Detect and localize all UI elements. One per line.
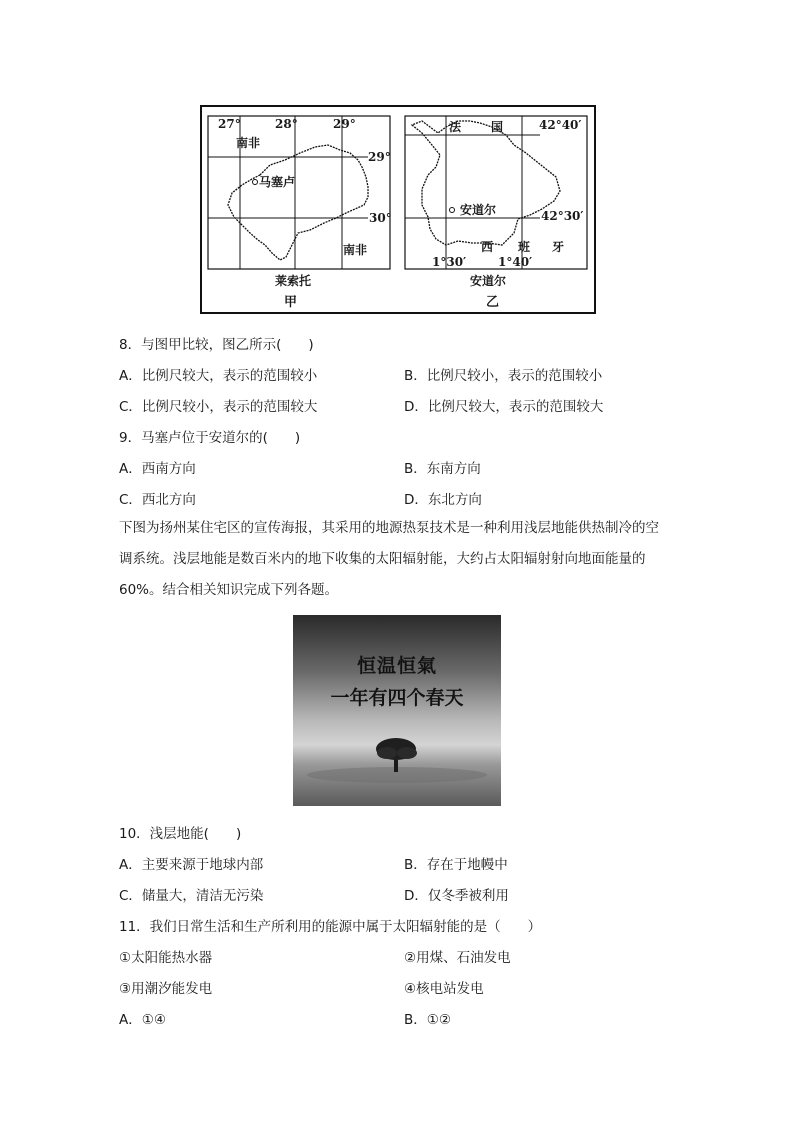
region-label-spain-2: 班	[518, 240, 531, 254]
q11-stem: 11．我们日常生活和生产所利用的能源中属于太阳辐射能的是（ ）	[119, 919, 542, 935]
lon-label-27: 27°	[218, 117, 241, 131]
country-label-andorra: 安道尔	[470, 274, 507, 288]
q8-option-d[interactable]: D．比例尺较大，表示的范围较大	[404, 399, 604, 415]
lat-label-42-40: 42°40′	[539, 118, 582, 132]
passage	[119, 513, 675, 606]
q9-option-b[interactable]: B．东南方向	[404, 461, 481, 477]
region-label-spain-1: 西	[481, 240, 494, 254]
region-label-spain-3: 牙	[552, 240, 565, 254]
q8-option-b[interactable]: B．比例尺较小，表示的范围较小	[404, 368, 603, 384]
poster-title-1: 恒温恒氣	[356, 655, 437, 677]
region-label-france-2: 国	[491, 120, 504, 134]
q8-stem: 8．与图甲比较，图乙所示( )	[119, 337, 314, 353]
city-label-andorra: 安道尔	[460, 203, 497, 217]
country-label-lesotho: 莱索托	[275, 274, 312, 288]
lon-label-29: 29°	[333, 117, 356, 131]
q11-item-1: ①太阳能热水器	[119, 950, 213, 966]
passage-line-3: 60%。结合相关知识完成下列各题。	[119, 582, 339, 598]
lat-label-29: 29°	[368, 150, 391, 164]
q11-option-a[interactable]: A．①④	[119, 1012, 166, 1028]
q9-option-a[interactable]: A．西南方向	[119, 461, 196, 477]
region-label-france-1: 法	[449, 120, 462, 134]
passage-line-1: 下图为扬州某住宅区的宣传海报，其采用的地源热泵技术是一种利用浅层地能供热制冷的空	[119, 520, 659, 536]
tree-icon	[293, 615, 501, 806]
q10-option-d[interactable]: D．仅冬季被利用	[404, 888, 509, 904]
q8-option-c[interactable]: C．比例尺较小，表示的范围较大	[119, 399, 318, 415]
promo-poster	[293, 615, 501, 806]
city-label-maseru: 马塞卢	[259, 175, 296, 189]
poster-title-2: 一年有四个春天	[330, 687, 464, 709]
region-label-south-africa-top: 南非	[236, 136, 261, 150]
q9-option-d[interactable]: D．东北方向	[404, 492, 482, 508]
lat-label-30: 30°	[369, 211, 392, 225]
q11-item-4: ④核电站发电	[404, 981, 484, 997]
q9-option-c[interactable]: C．西北方向	[119, 492, 196, 508]
lon-label-1-30: 1°30′	[432, 255, 467, 269]
passage-line-2: 调系统。浅层地能是数百米内的地下收集的太阳辐射能，大约占太阳辐射射向地面能量的	[119, 551, 646, 567]
lat-label-42-30: 42°30′	[541, 209, 584, 223]
q11-item-2: ②用煤、石油发电	[404, 950, 511, 966]
lon-label-28: 28°	[275, 117, 298, 131]
q9-stem: 9．马塞卢位于安道尔的( )	[119, 430, 301, 446]
q10-option-c[interactable]: C．储量大，清洁无污染	[119, 888, 264, 904]
map-tag-jia: 甲	[284, 295, 298, 310]
region-label-south-africa-bottom: 南非	[343, 243, 368, 257]
lon-label-1-40: 1°40′	[498, 255, 533, 269]
andorra-border	[412, 121, 560, 245]
q11-option-b[interactable]: B．①②	[404, 1012, 451, 1028]
q10-option-b[interactable]: B．存在于地幔中	[404, 857, 508, 873]
map-tag-yi: 乙	[486, 295, 500, 310]
q10-option-a[interactable]: A．主要来源于地球内部	[119, 857, 264, 873]
q11-item-3: ③用潮汐能发电	[119, 981, 213, 997]
q8-option-a[interactable]: A．比例尺较大，表示的范围较小	[119, 368, 318, 384]
map-figure	[200, 105, 596, 314]
q10-stem: 10．浅层地能( )	[119, 826, 242, 842]
